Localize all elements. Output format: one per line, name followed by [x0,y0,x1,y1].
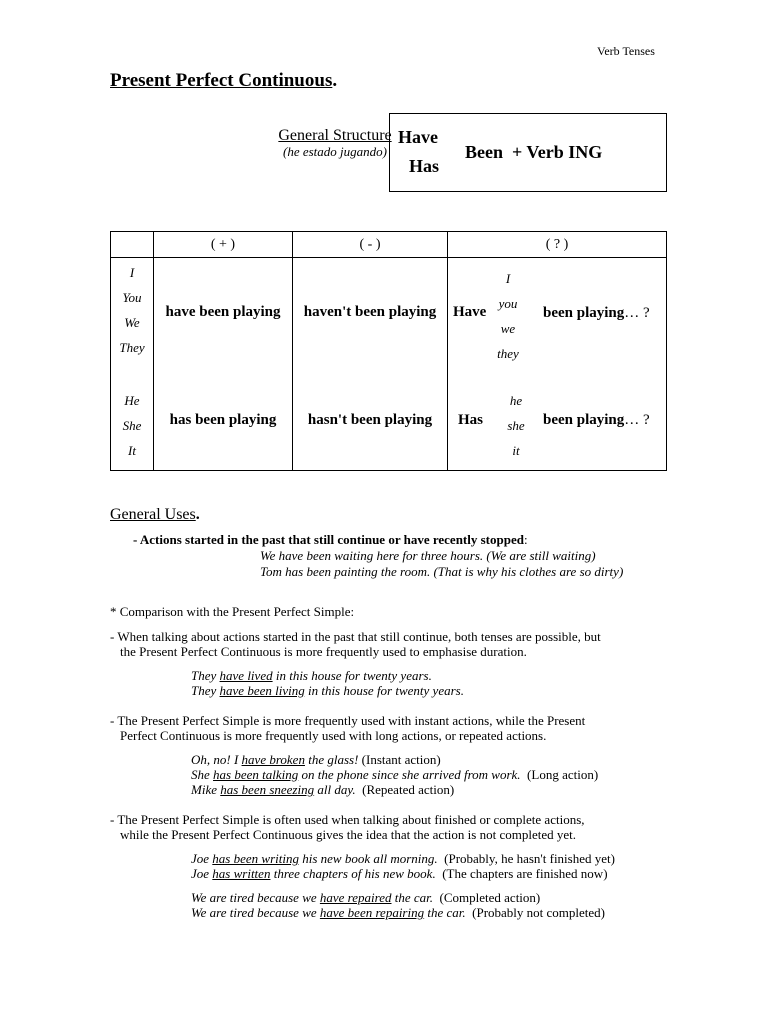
comparison-3-example [191,866,608,882]
header-label: Verb Tenses [597,44,655,58]
comparison-3-example [191,905,605,921]
comparison-2-example [191,767,598,783]
table-header-cell: ( - ) [293,232,448,258]
question-cell [448,258,667,471]
comparison-paragraph-3 [110,812,658,842]
pronoun-group-1 [111,260,153,360]
question-aux-2: Has [458,412,484,428]
example-text: his new book all morning. [298,851,438,866]
comparison-paragraph-1 [110,629,658,659]
example-text: We are tired because we [191,905,320,920]
example-text: in this house for twenty years. [304,683,464,698]
comparison-1-example [191,668,432,684]
question-aux-1: Have [453,304,487,320]
paragraph-line: the Present Perfect Continuous is more frequently used to emphasise duration. [120,644,527,659]
example-text: They [191,668,220,683]
paragraph-line: - The Present Perfect Simple is more frequently used with instant actions, while the Present [110,713,586,728]
question-pronoun-group-1 [488,266,528,366]
use-1-example: Tom has been painting the room. (That is why his clothes are so dirty) [260,564,624,579]
pronoun: He [124,393,140,408]
comparison-3-example [191,851,615,867]
example-text: three chapters of his new book. [270,866,436,881]
page-title [110,70,337,92]
positive-form-1: have been playing [165,304,281,320]
question-verb: been playing [543,305,625,321]
question-pronoun-group-2 [496,388,536,463]
comparison-paragraph-2 [110,713,658,743]
example-note: (Long action) [520,767,599,782]
example-text: Joe [191,866,213,881]
example-text: Joe [191,851,213,866]
paragraph-line: - When talking about actions started in the past that still continue, both tenses are possible, but [110,629,601,644]
question-tail: … ? [624,412,650,428]
pronoun: I [505,271,511,286]
example-underlined: has been writing [212,851,299,866]
paragraph-line: while the Present Perfect Continuous gives the idea that the action is not completed yet. [120,827,576,842]
pronoun-group-2 [111,388,153,463]
example-text: on the phone since she arrived from work. [298,767,521,782]
example-note: (Probably, he hasn't finished yet) [437,851,615,866]
example-underlined: have lived [219,668,273,683]
positive-form-2: has been playing [169,412,277,428]
example-text: the car. [391,890,434,905]
negative-cell [293,258,448,471]
example-text: Mike [191,782,221,797]
example-underlined: has written [212,866,271,881]
example-note: (Repeated action) [355,782,455,797]
pronoun: we [500,321,516,336]
pronoun: she [507,418,525,433]
comparison-intro: * Comparison with the Present Perfect Simple: [110,604,355,619]
structure-box [389,113,667,192]
table-header-row [111,232,667,258]
example-text: We are tired because we [191,890,320,905]
example-text: They [191,683,220,698]
general-uses-heading [110,506,200,524]
structure-has: Has [409,156,440,176]
example-underlined: has been talking [213,767,299,782]
example-underlined: have repaired [319,890,392,905]
comparison-2-example [191,782,454,798]
pronoun: They [119,340,145,355]
example-text: the car. [424,905,466,920]
use-1-heading [133,532,528,548]
question-form-1 [543,305,650,322]
pronoun: it [512,443,520,458]
table-header-cell: ( ? ) [448,232,667,258]
example-text: all day. [314,782,356,797]
comparison-3-example [191,890,540,906]
pronoun-cell [111,258,154,471]
table-body-row [111,258,667,471]
structure-have: Have [398,127,438,147]
structure-been-verb-ing: Been + Verb ING [465,142,603,162]
positive-cell [154,258,293,471]
general-uses-period: . [195,506,200,523]
example-note: (Probably not completed) [465,905,605,920]
question-verb: been playing [543,412,625,428]
pronoun: I [129,265,135,280]
use-1-colon: : [523,532,528,547]
pronoun: you [498,296,518,311]
example-text: the glass! [304,752,359,767]
table-header-cell [111,232,154,258]
use-1-example: We have been waiting here for three hours. (We are still waiting) [260,548,596,563]
example-underlined: have broken [241,752,305,767]
table-header-cell: ( + ) [154,232,293,258]
negative-form-1: haven't been playing [303,304,437,320]
general-structure-subtitle: (he estado jugando) [283,144,387,159]
example-note: (The chapters are finished now) [435,866,608,881]
example-text: She [191,767,214,782]
page-title-text: Present Perfect Continuous [110,70,333,91]
paragraph-line: - The Present Perfect Simple is often used when talking about finished or complete actions, [110,812,585,827]
page-title-period: . [332,70,338,91]
use-1-text: Actions started in the past that still continue or have recently stopped [139,532,524,547]
pronoun: he [509,393,523,408]
comparison-1-example [191,683,464,699]
pronoun: It [128,443,136,458]
example-note: (Completed action) [433,890,541,905]
paragraph-line: Perfect Continuous is more frequently used with long actions, or repeated actions. [120,728,547,743]
example-underlined: has been sneezing [220,782,315,797]
question-tail: … ? [624,305,650,321]
example-note: (Instant action) [358,752,441,767]
pronoun: You [122,290,142,305]
example-underlined: have been repairing [319,905,425,920]
general-uses-heading-text: General Uses [110,506,196,523]
use-1-dash: - [133,532,140,547]
conjugation-table [110,231,667,471]
pronoun: We [124,315,140,330]
example-underlined: have been living [219,683,305,698]
example-text: Oh, no! I [191,752,242,767]
question-form-2 [543,412,650,429]
pronoun: She [122,418,142,433]
example-text: in this house for twenty years. [272,668,432,683]
comparison-2-example [191,752,441,768]
pronoun: they [497,346,519,361]
general-structure-heading: General Structure [278,127,392,144]
negative-form-2: hasn't been playing [307,412,433,428]
